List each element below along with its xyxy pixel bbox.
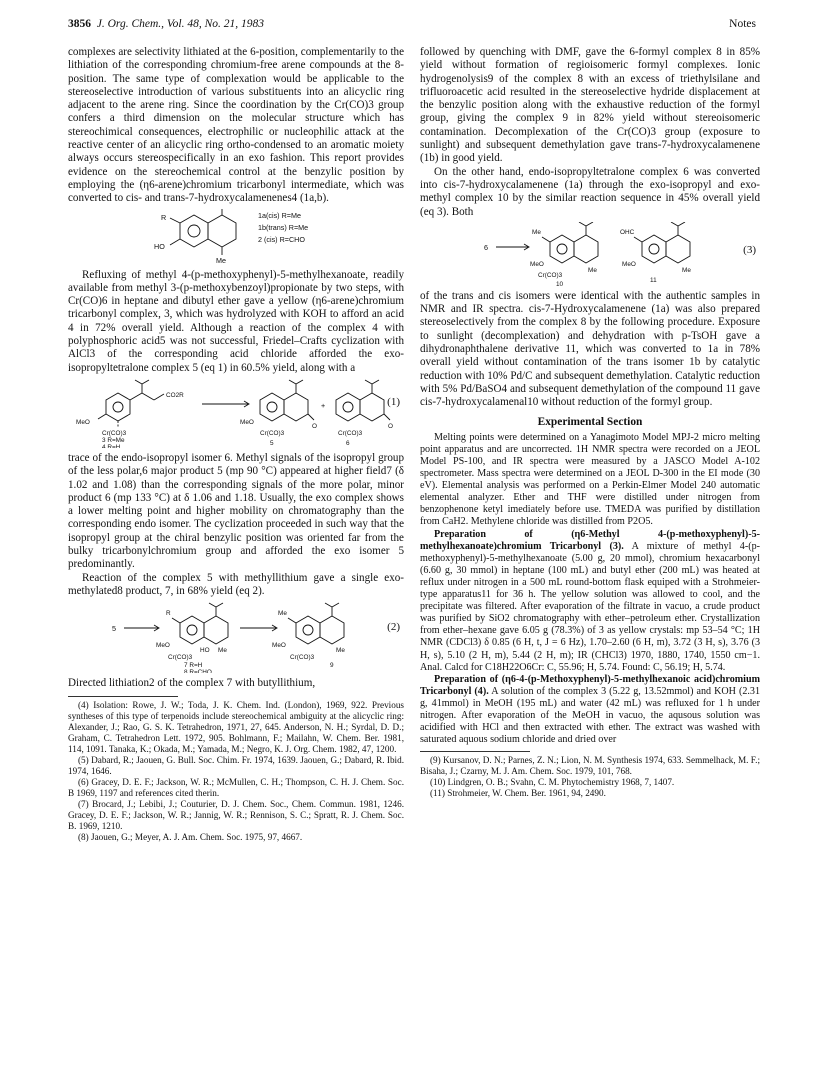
equation-number: (3) — [743, 243, 756, 256]
structure-1ab — [68, 209, 404, 265]
me-label: Me — [682, 266, 691, 274]
ohc-label: OHC — [620, 228, 635, 236]
meo-label: MeO — [530, 260, 544, 268]
page-number: 3856 — [68, 18, 91, 30]
me-label: Me — [588, 266, 597, 274]
me-label: Me — [278, 610, 287, 618]
compound-label: 6 — [346, 439, 350, 447]
cr-label: Cr(CO)3 — [102, 429, 127, 437]
compound-label: 6 — [484, 242, 488, 252]
compound-label: 10 — [556, 280, 564, 286]
section-title: Experimental Section — [537, 415, 643, 428]
footnote: (11) Strohmeier, W. Chem. Ber. 1961, 94, 2490. — [430, 788, 606, 799]
compound-label: 2 (cis) R=CHO — [258, 234, 305, 244]
experimental-section — [420, 432, 760, 746]
meo-label: MeO — [272, 642, 286, 650]
cr-label: Cr(CO)3 — [338, 429, 363, 437]
footnote: (9) Kursanov, D. N.; Parnes, Z. N.; Lion, N. M. Synthesis 1974, 633. Semmelhack, M. F.; Bisaha, J.; Czarny, M. J. Am. Chem. Soc. 1979, 101, 768. — [420, 755, 760, 777]
equation-2 — [68, 601, 404, 673]
r-label: R — [166, 610, 171, 618]
compound-label: 3 R=Me — [102, 436, 125, 444]
equation-3 — [420, 222, 760, 286]
paragraph: of the trans and cis isomers were identical with the authentic samples in NMR and IR spectra. cis-7-Hydroxycalamenene (1a) was also prepared stereoselectively from the complex 8 by the following procedure. Exposure to sunlight (decomplexation) and dehydration with p-TsOH gave a dihydronaphthalene derivative 11, which was converted to 1a in 78% overall yield without contamination of the trans isomer 1b by catalytic reduction with 10% Pd/C and subsequent demethylation. Catalytic reduction with 5% Pd/BaSO4 and subsequent demethylation of the compound 11 gave cis-7-hydroxycalamenal10 without reduction of the formyl group. — [420, 289, 760, 409]
me-label: Me — [532, 228, 541, 236]
procedure-title: Preparation of (η6-Methyl 4-(p-methoxyphenyl)-5-methylhexanoate)chromium Tricarbonyl (3). — [420, 528, 760, 552]
footnote-rule — [420, 751, 530, 752]
paragraph: Reaction of the complex 5 with methyllithium gave a single exo-methylated8 product, 7, in 68% yield (eq 2). — [68, 571, 404, 597]
paragraph: followed by quenching with DMF, gave the 6-formyl complex 8 in 85% yield without formation of regioisomeric formyl complexes. Ionic hydrogenolysis9 of the complex 8 with an excess of triethylsilane and trifluoroacetic acid resulted in the stereoselective hydride displacement at the benzylic position along with the exhaustive reduction of the formyl group, giving the complex 9 in 82% yield without stereoisomeric contamination. Decomplexation of the Cr(CO)3 group (exposure to sunlight) and subsequent demethylation gave trans-7-hydroxycalamenene (1b) in good yield. — [420, 46, 760, 165]
journal-citation: J. Org. Chem., Vol. 48, No. 21, 1983 — [96, 18, 265, 30]
procedure-text: A solution of the complex 3 (5.22 g, 13.52mmol) and KOH (2.31 g, 41mmol) in MeOH (195 mL) and water (42 mL) was refluxed for 1 h under nitrogen. After evaporation of the MeOH in vacuo, the aqusous solution was acidified with HCl and then extracted with ether. The extract was washed with saturated aquous sodium chloride and dried over — [420, 685, 761, 746]
paragraph — [420, 529, 760, 674]
footnote: (6) Gracey, D. E. F.; Jackson, W. R.; McMullen, C. H.; Thompson, C. H. J. Chem. Soc. B 1969, 1197 and references cited therin. — [68, 776, 404, 798]
meo-label: MeO — [622, 260, 636, 268]
cr-label: Cr(CO)3 — [290, 654, 315, 662]
equation-number: (2) — [387, 621, 400, 634]
procedure-title: Preparation of (η6-4-(p-Methoxyphenyl)-5-methylhexanoic acid)chromium Tricarbonyl (4). — [420, 673, 760, 697]
cr-label: Cr(CO)3 — [538, 271, 563, 279]
footnote: (10) Lindgren, O. B.; Svahn, C. M. Phytochemistry 1968, 7, 1407. — [430, 777, 675, 788]
footnote: (4) Isolation: Rowe, J. W.; Toda, J. K. Chem. Ind. (London), 1969, 922. Previous syntheses of this type of terpenoids include stereochemical ambiguity at the alicyclic ring: Alexander, J.; Rao, G. S. K. Tetrahedron, 1971, 27, 645. Anderson, N. H.; Syrdal, D. D.; Graham, C. Tetrahedron Lett. 1972, 905. Bohlmann, F.; Mailahn, W. Chem. Ber. 1981, 114, 1091. Tanaka, K.; Okada, M.; Yamada, M.; Negro, K. J. Org. Chem. 1982, 47, 1200. — [68, 699, 404, 754]
paragraph: Refluxing of methyl 4-(p-methoxyphenyl)-5-methylhexanoate, readily available from methyl 3-(p-methoxybenzoyl)propionate by two steps, with Cr(CO)6 in heptane and dibutyl ether gave a yellow (η6-arene)chromium tricarbonyl complex, 3, which was hydrolyzed with KOH to afford an acid 4 in 72% overall yield. Although a reaction of the complex 4 with polyphosphoric acid5 was not successful, Friedel–Crafts cyclization with AlCl3 of the corresponding acid chloride afforded the exo-isopropyltetralone complex 5 (eq 1) in 60.5% yield, along with a — [68, 268, 404, 374]
header-left — [68, 18, 264, 30]
running-header — [68, 18, 756, 36]
procedure-text: A mixture of methyl 4-(p-methoxyphenyl)-5-methylhexanoate (5.00 g, 20 mmol), chromium hexacarbonyl (6.60 g, 30 mmol) in heptane (100 mL) and butyl ether (200 mL) was heated at reflux under nitrogen in a 500 mL round-bottom flask equiped with a Strohmeier-type apparatus11 for 36 h. The yellow solution was allowed to cool, and the precipitate was filtered. After evaporation of the filtrate in vacuo, a crude product was purified by SiO2 chromatography with ether–petroleum ether. Crystallization from ether–hexane gave 6.05 g (78.3%) of 3 as yellow crystals: mp 53–54 °C; 1H NMR (CDCl3) δ 0.85 (6 H, t, J = 6 Hz), 1.70–2.60 (6 H, m), 3.72 (3 H, s), 3.76 (3 H, s), 5.10 (2 H, m), 5.44 (2 H, m); IR (CHCl3) 1970, 1880, 1740, 1550 cm−1. Anal. Calcd for C18H22O6Cr: C, 55.96; H, 5.74. Found: C, 56.19; H, 5.74. — [420, 540, 760, 673]
carbonyl-label: O — [312, 422, 317, 430]
paragraph: complexes are selectivity lithiated at the 6-position, complementarily to the lithiation of the corresponding chromium-free arene compounds at the 8-position. The same type of complexation would be applicable to the stereoselective introduction of various substituents into an alicyclic ring adjacent to the arene ring. Since the coordination by the Cr(CO)3 group confers a third dimension on the molecular structure which has stereochimical consequences, electrophilic or nucleophilic attack at the reactive center of an alicyclic ring ortho-condensed to an aromatic moiety always occurs stereospecifically in an exo fashion. This report provides evidence on the stereochemical control at the benzylic position by employing the (η6-arene)chromium tricarbonyl intermediate, which was converted to cis- and trans-7-hydroxycalamenenes4 (1a,b). — [68, 46, 404, 205]
carbonyl-label: O — [388, 422, 393, 430]
footnote-rule — [68, 696, 178, 697]
left-column — [68, 46, 404, 843]
compound-label: 11 — [650, 276, 657, 284]
me-label: Me — [336, 647, 345, 655]
cr-label: Cr(CO)3 — [168, 654, 193, 662]
compound-label: 7 R=H — [184, 662, 203, 670]
paragraph: trace of the endo-isopropyl isomer 6. Methyl signals of the isopropyl group of the less polar,6 major product 5 (mp 90 °C) appeared at higher field7 (δ 1.02 and 1.08) than the corresponding signals of the more polar, minor product 6 (mp 133 °C) at δ 1.06 and 1.18. Usually, the exo complex shows a lower melting point and higher mobility on chromatography than the corresponding endo isomer. The cyclization proceeded in such way that the isopropyl group at the chiral benzylic position was oriented far from the bulky tricarbonylchromium group and afforded the exo isomer 5 predominantly. — [68, 451, 404, 571]
paragraph — [420, 674, 760, 747]
paragraph: Melting points were determined on a Yanagimoto Model MPJ-2 micro melting point apparatus and are uncorrected. 1H NMR spectra were recorded on a JEOL Model PS-100, and IR spectra were measured by a JASCO Model A-102 spectrometer. Mass spectra were determined on a JEOL D-300 in the EI mode (30 eV). Elemental analysis was performed on a Perkin-Elmer Model 240 automatic elemental analyzer. Ether and THF were distilled under nitrogen from benzophenone ketyl imediately before use. TMEDA was purified by distillation from CaH2. Methylene chloride was distilled from P2O5. — [420, 431, 760, 528]
compound-label: 1b(trans) R=Me — [258, 222, 309, 232]
meo-label: MeO — [76, 418, 90, 426]
compound-label: 8 R=CHO — [184, 669, 212, 674]
meo-label: MeO — [240, 418, 254, 426]
compound-label: 1a(cis) R=Me — [258, 210, 301, 220]
meo-label: MeO — [156, 642, 170, 650]
compound-label: 5 — [112, 624, 116, 634]
compound-label: 4 R=H — [102, 443, 121, 448]
r-label: R — [161, 212, 167, 222]
ho-label: HO — [154, 241, 165, 251]
plus-sign: + — [321, 400, 326, 410]
footnotes — [68, 700, 404, 843]
footnote: (7) Brocard, J.; Lebibi, J.; Couturier, D. J. Chem. Soc., Chem. Commun. 1981, 1246. Gracey, D. E. F.; Jackson, W. R.; Jannig, W. R.; Rennison, S. C.; Spratt, R. J. Chem. Soc. B. 1969, 1210. — [68, 798, 404, 831]
footnote: (8) Jaouen, G.; Meyer, A. J. Am. Chem. Soc. 1975, 97, 4667. — [78, 831, 303, 842]
section-name: Notes — [729, 18, 756, 30]
me-label: Me — [218, 647, 227, 655]
footnote: (5) Dabard, R.; Jaouen, G. Bull. Soc. Chim. Fr. 1974, 1639. Jaouen, G.; Dabard, R. Ibid. 1974, 1646. — [68, 754, 404, 776]
cr-label: Cr(CO)3 — [260, 429, 285, 437]
equation-number: (1) — [387, 395, 400, 408]
ester-label: CO2R — [166, 391, 184, 399]
compound-label: 9 — [330, 662, 334, 670]
equation-1 — [68, 378, 404, 448]
footnotes — [420, 755, 760, 799]
paragraph: On the other hand, endo-isopropyltetralone complex 6 was converted into cis-7-hydroxycalamenene (1a) through the exo-isopropyl and exo-methyl complex 10 by the similar reaction sequence in 45% overall yield (eq 3). Both — [420, 165, 760, 218]
ho-label: HO — [200, 647, 210, 655]
me-label: Me — [216, 255, 226, 265]
compound-label: 5 — [270, 439, 274, 447]
paragraph: Directed lithiation2 of the complex 7 with butyllithium, — [68, 677, 316, 690]
right-column — [420, 46, 760, 799]
